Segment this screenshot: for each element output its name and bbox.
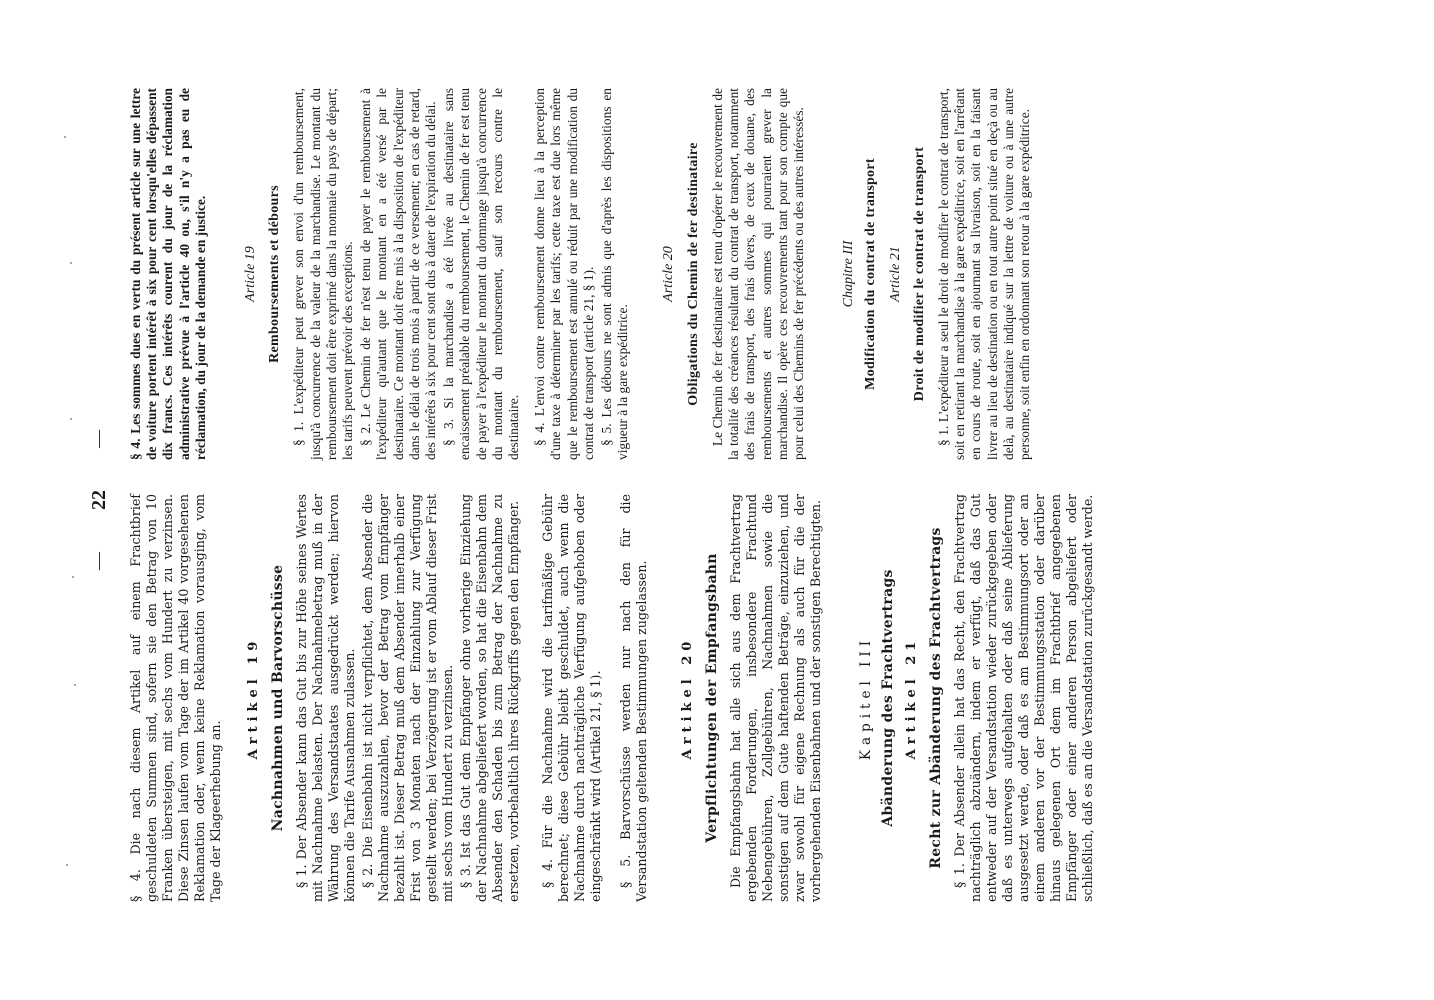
french-article-20-heading: Article 20 bbox=[661, 246, 677, 302]
scan-speck bbox=[66, 864, 68, 866]
scan-speck bbox=[74, 684, 76, 686]
german-article-19-heading: Artikel 19 bbox=[246, 636, 261, 760]
french-article-19-heading: Article 19 bbox=[243, 246, 259, 302]
german-article-20-para-1: Die Empfangsbahn hat alle sich aus dem Frachtvertrag ergebenden Forderungen, insbesondere Frachtund Nebengebühren, Zollgebühren, Nachnahmen sowie die sonstigen auf dem Gute haftenden Beträge, einzuziehen, und zwar sowohl für eigene Rechnung als auch für die der vorhergehenden Eisenbahnen und der sonstigen Berechtigten. bbox=[728, 494, 823, 902]
header-dash-left: — bbox=[88, 552, 108, 570]
german-article-21-title: Recht zur Abänderung des Frachtvertrags bbox=[928, 527, 944, 869]
german-chapter-heading: Kapitel III bbox=[858, 635, 874, 761]
french-article-19-para-2: § 2. Le Chemin de fer n'est tenu de payer le remboursement à l'expéditeur qu'autant que le montant en a été versé par le destinataire. Ce montant doit être mis à la disposition de l'expéditeur dans le délai de trois mois à partir de ce versement; en cas de retard, des intérêts à six pour cent sont dus à dater de l'expiration du délai. bbox=[358, 88, 439, 460]
french-article-19-para-5: § 5. Les débours ne sont admis que d'après les dispositions en vigueur à la gare expéditrice. bbox=[599, 88, 631, 460]
page-number: 22 bbox=[88, 490, 110, 510]
german-article-19-para-4: § 4. Für die Nachnahme wird die tarifmäßige Gebühr berechnet; diese Gebühr bleibt geschuldet, auch wenn die Nachnahme durch nachträgliche Verfügung aufgehoben oder eingeschränkt wird (Artikel 21, § 1). bbox=[540, 494, 603, 902]
digitization-credit bbox=[1418, 10, 1434, 400]
german-article-21-heading: Artikel 21 bbox=[904, 636, 919, 760]
german-article-19-para-2: § 2. Die Eisenbahn ist nicht verpflichtet, dem Absender die Nachnahme auszuzahlen, bevor der Betrag vom Empfänger bezahlt ist. Dieser Betrag muß dem Absender innerhalb einer Frist von 3 Monaten nach der Einzahlung zur Verfügung gestellt werden; bei Verzögerung ist er vom Ablauf dieser Frist mit sechs vom Hundert zu verzinsen. bbox=[360, 494, 455, 902]
french-chapter-heading: Chapitre III bbox=[841, 240, 857, 308]
french-column bbox=[128, 88, 1035, 460]
french-article-21-para-1: § 1. L'expéditeur a seul le droit de modifier le contrat de transport, soit en retirant la marchandise à la gare expéditrice, soit en l'arrêtant en cours de route, soit en ajournant sa livraison, soit en la faisant livrer au lieu de destination ou en tout autre point situé en deçà ou au delà, au destinataire indiqué sur la lettre de voiture ou à une autre personne, soit enfin en ordonnant son retour à la gare expéditrice. bbox=[935, 88, 1032, 460]
french-article-21-title: Droit de modifier le contrat de transport bbox=[911, 146, 927, 402]
header-dash-right: — bbox=[88, 430, 108, 448]
french-article-20-para-1: Le Chemin de fer destinataire est tenu d'opérer le recouvrement de la totalité des créances résultant du contrat de transport, notamment des frais de transport, des frais divers, de ceux de douane, des remboursements et autres sommes qui pourraient grever la marchandise. Il opère ces recouvrements tant pour son compte que pour celui des Chemins de fer précédents ou des autres intéressés. bbox=[709, 88, 806, 460]
german-article-20-heading: Artikel 20 bbox=[680, 636, 695, 760]
french-article-19-para-4: § 4. L'envoi contre remboursement donne lieu à la perception d'une taxe à déterminer par les tarifs; cette taxe est due lors même que le remboursement est annulé ou réduit par une modification du contrat de transport (article 21, § 1). bbox=[532, 88, 596, 460]
french-article-19-title: Remboursements et débours bbox=[267, 185, 283, 363]
french-article-21-heading: Article 21 bbox=[887, 246, 903, 302]
french-intro-paragraph: § 4. Les sommes dues en vertu du présent article sur une lettre de voiture portent intérêt à six pour cent lorsqu'elles dépassent dix francs. Ces intérêts courent du jour de la réclamation administrative prévue à l'article 40 ou, s'il n'y a pas eu de réclamation, du jour de la demande en justice. bbox=[128, 88, 208, 460]
german-intro-paragraph: § 4. Die nach diesem Artikel auf einem Frachtbrief geschuldeten Summen sind, sofern sie den Betrag von 10 Franken übersteigen, mit sechs vom Hundert zu verzinsen. Diese Zinsen laufen vom Tage der im Artikel 40 vorgesehenen Reklamation oder, wenn keine Reklamation vorausging, vom Tage der Klageerhebung an. bbox=[128, 494, 223, 902]
german-chapter-title: Abänderung des Frachtvertrags bbox=[880, 569, 896, 827]
german-article-19-para-5: § 5. Barvorschüsse werden nur nach den für die Versandstation geltenden Bestimmungen zugelassen. bbox=[618, 494, 649, 902]
scan-speck bbox=[72, 576, 74, 578]
french-article-19-para-3: § 3. Si la marchandise a été livrée au destinataire sans encaissement préalable du remboursement, le Chemin de fer est tenu de payer à l'expéditeur le montant du dommage jusqu'à concurrence du montant du remboursement, sauf son recours contre le destinataire. bbox=[441, 88, 522, 460]
french-article-20-title: Obligations du Chemin de fer destinataire bbox=[685, 142, 701, 406]
scan-speck bbox=[64, 136, 66, 138]
french-article-19-para-1: § 1. L'expéditeur peut grever son envoi d'un remboursement, jusqu'à concurrence de la valeur de la marchandise. Le montant du remboursement doit être exprimé dans la monnaie du pays de départ; les tarifs peuvent prévoir des exceptions. bbox=[291, 88, 356, 460]
german-column bbox=[128, 494, 1098, 902]
scan-speck bbox=[70, 418, 72, 420]
german-article-19-title: Nachnahmen und Barvorschüsse bbox=[270, 564, 286, 832]
german-article-21-para-1: § 1. Der Absender allein hat das Recht, den Frachtvertrag nachträglich abzuändern, indem er verfügt, daß das Gut entweder auf der Versandstation wieder zurückgegeben oder daß es unterwegs aufgehalten oder daß seine Ablieferung ausgesetzt werde, oder daß es am Bestimmungsort oder an einem anderen vor der Bestimmungsstation oder darüber hinaus gelegenen Ort dem im Frachtbrief angegebenen Empfänger oder einer anderen Person abgeliefert oder schließlich, daß es an die Versandstation zurückgesandt werde. bbox=[952, 494, 1095, 902]
french-chapter-title: Modification du contrat de transport bbox=[863, 158, 879, 390]
german-article-20-title: Verpflichtungen der Empfangsbahn bbox=[704, 553, 720, 843]
german-article-19-para-1: § 1. Der Absender kann das Gut bis zur Höhe seines Wertes mit Nachnahme belasten. Der Nachnahmebetrag muß in der Währung des Versandstaates ausgedrückt werden; hiervon können die Tarife Ausnahmen zulassen. bbox=[294, 494, 357, 902]
scan-speck bbox=[70, 262, 72, 264]
german-article-19-para-3: § 3. Ist das Gut dem Empfänger ohne vorherige Einziehung der Nachnahme abgeliefert worden, so hat die Eisenbahn dem Absender den Schaden bis zum Betrag der Nachnahme zu ersetzen, vorbehaltlich ihres Rückgriffs gegen den Empfänger. bbox=[458, 494, 521, 902]
